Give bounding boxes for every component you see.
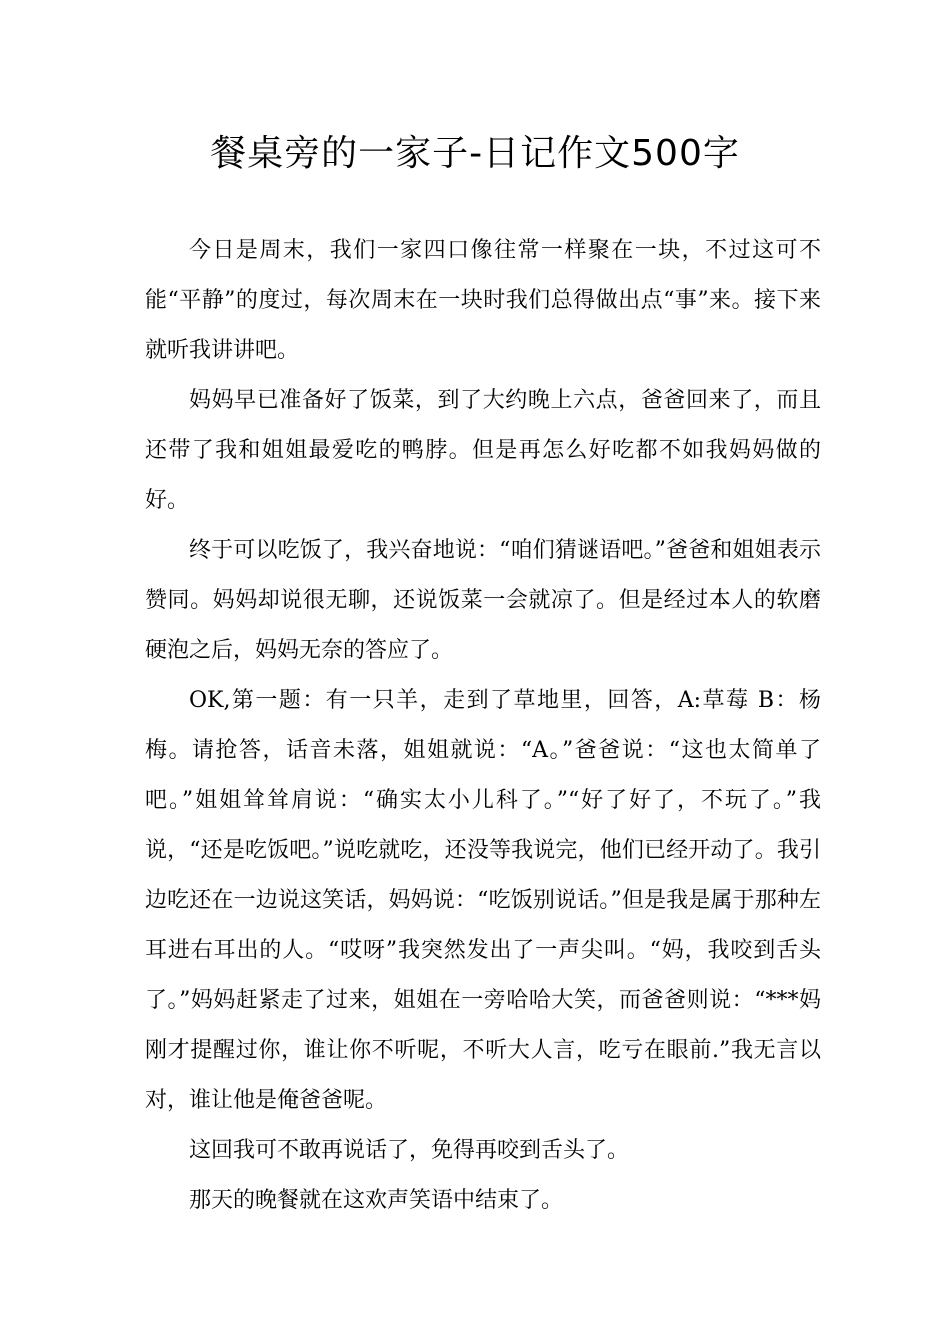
paragraph-2: 妈妈早已准备好了饭菜，到了大约晚上六点，爸爸回来了，而且还带了我和姐姐最爱吃的鸭脖。但是再怎么好吃都不如我妈妈做的好。 bbox=[145, 388, 821, 513]
paragraph-6: 那天的晚餐就在这欢声笑语中结束了。 bbox=[189, 1188, 564, 1213]
paragraph-3: 终于可以吃饭了，我兴奋地说：“咱们猜谜语吧。”爸爸和姐姐表示赞同。妈妈却说很无聊，还说饭菜一会就凉了。但是经过本人的软磨硬泡之后，妈妈无奈的答应了。 bbox=[145, 538, 821, 663]
paragraph-4: OK,第一题：有一只羊，走到了草地里，回答，A:草莓 B：杨梅。请抢答，话音未落，姐姐就说：“A。”爸爸说：“这也太简单了吧。”姐姐耸耸肩说：“确实太小儿科了。”“好了好了，不玩了。”我说，“还是吃饭吧。”说吃就吃，还没等我说完，他们已经开动了。我引边吃还在一边说这笑话，妈妈说：“吃饭别说话。”但是我是属于那种左耳进右耳出的人。“哎呀”我突然发出了一声尖叫。“妈，我咬到舌头了。”妈妈赶紧走了过来，姐姐在一旁哈哈大笑，而爸爸则说：“***妈刚才提醒过你，谁让你不听呢，不听大人言，吃亏在眼前.”我无言以对，谁让他是俺爸爸呢。 bbox=[145, 688, 821, 1113]
document-body bbox=[145, 226, 821, 1226]
paragraph-5: 这回我可不敢再说话了，免得再咬到舌头了。 bbox=[189, 1138, 630, 1163]
paragraph-1: 今日是周末，我们一家四口像往常一样聚在一块，不过这可不能“平静”的度过，每次周末在一块时我们总得做出点“事”来。接下来就听我讲讲吧。 bbox=[145, 238, 821, 363]
document-title: 餐桌旁的一家子-日记作文500字 bbox=[210, 133, 740, 174]
